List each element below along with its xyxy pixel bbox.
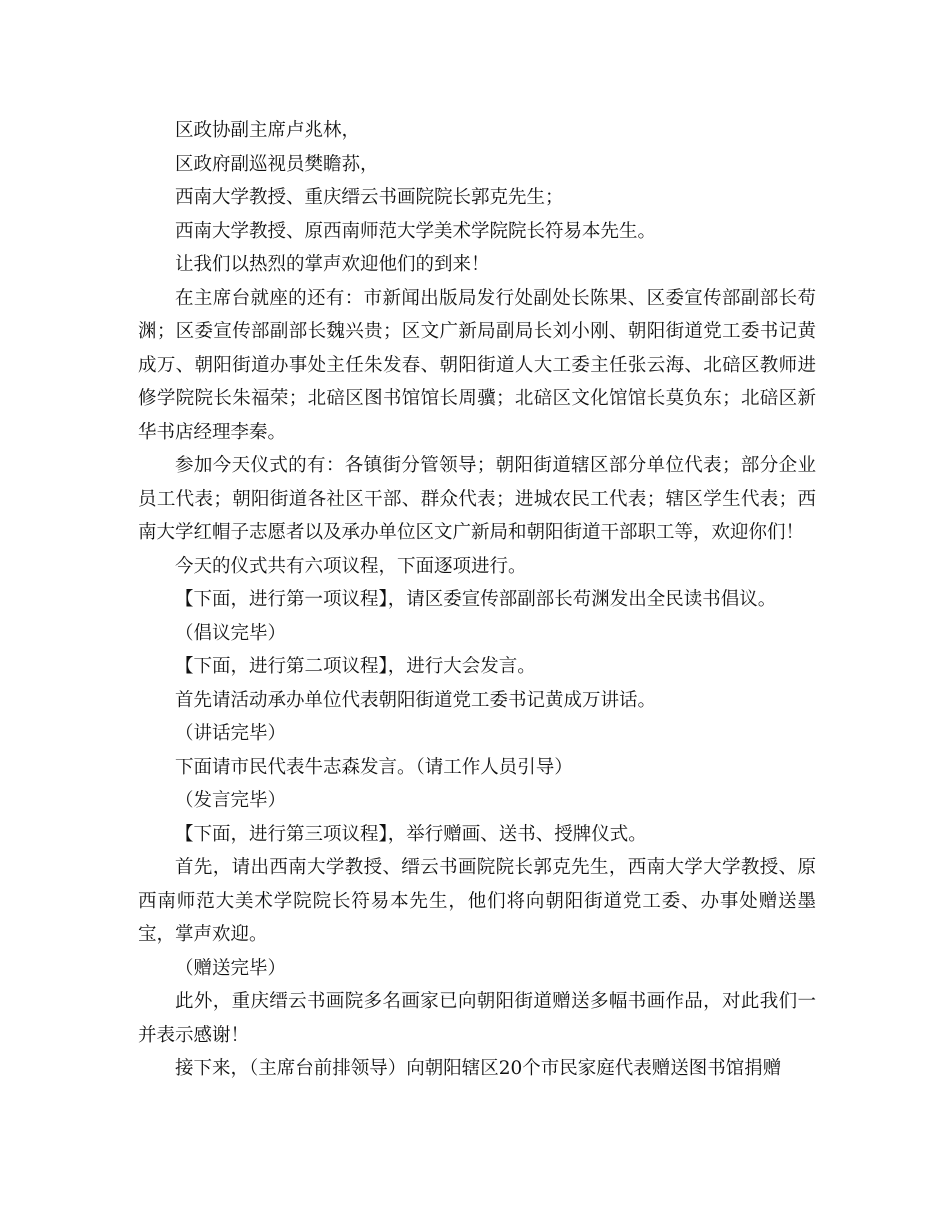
paragraph: 下面请市民代表牛志森发言。（请工作人员引导） — [175, 756, 573, 778]
paragraph: 参加今天仪式的有：各镇街分管领导；朝阳街道辖区部分单位代表；部分企业员工代表；朝阳街道各社区干部、群众代表；进城农民工代表；辖区学生代表；西南大学红帽子志愿者以及承办单位区文广新局和朝阳街道干部职工等，欢迎你们！ — [138, 455, 816, 543]
paragraph: 西南大学教授、重庆缙云书画院院长郭克先生； — [175, 187, 564, 208]
paragraph: 区政协副主席卢兆林， — [175, 120, 361, 141]
paragraph: （发言完毕） — [175, 790, 287, 811]
paragraph: （讲话完毕） — [175, 723, 287, 744]
paragraph: 【下面，进行第一项议程】，请区委宣传部副部长苟渊发出全民读书倡议。 — [175, 589, 777, 610]
document-body — [138, 114, 816, 1086]
paragraph: 西南大学教授、原西南师范大学美术学院院长符易本先生。 — [175, 220, 657, 242]
paragraph: 【下面，进行第二项议程】，进行大会发言。 — [175, 656, 536, 677]
paragraph: 首先，请出西南大学教授、缙云书画院院长郭克先生，西南大学大学教授、原西南师范大美术学院院长符易本先生，他们将向朝阳街道党工委、办事处赠送墨宝，掌声欢迎。 — [138, 857, 816, 945]
paragraph: 在主席台就座的还有：市新闻出版局发行处副处长陈果、区委宣传部副部长苟渊；区委宣传部副部长魏兴贵；区文广新局副局长刘小刚、朝阳街道党工委书记黄成万、朝阳街道办事处主任朱发春、朝阳街道人大工委主任张云海、北碚区教师进修学院院长朱福荣；北碚区图书馆馆长周骥；北碚区文化馆馆长莫负东；北碚区新华书店经理李秦。 — [138, 287, 816, 443]
paragraph: （赠送完毕） — [175, 957, 287, 979]
paragraph: 首先请活动承办单位代表朝阳街道党工委书记黄成万讲话。 — [175, 689, 657, 711]
paragraph: 区政府副巡视员樊瞻荪， — [175, 153, 379, 175]
paragraph: 今天的仪式共有六项议程，下面逐项进行。 — [175, 555, 527, 577]
paragraph: 让我们以热烈的掌声欢迎他们的到来！ — [175, 254, 490, 275]
paragraph: 接下来，（主席台前排领导）向朝阳辖区20个市民家庭代表赠送图书馆捐赠 — [175, 1058, 782, 1079]
paragraph: 【下面，进行第三项议程】，举行赠画、送书、授牌仪式。 — [175, 823, 647, 845]
paragraph: 此外，重庆缙云书画院多名画家已向朝阳街道赠送多幅书画作品，对此我们一并表示感谢！ — [138, 991, 816, 1046]
paragraph: （倡议完毕） — [175, 622, 287, 644]
